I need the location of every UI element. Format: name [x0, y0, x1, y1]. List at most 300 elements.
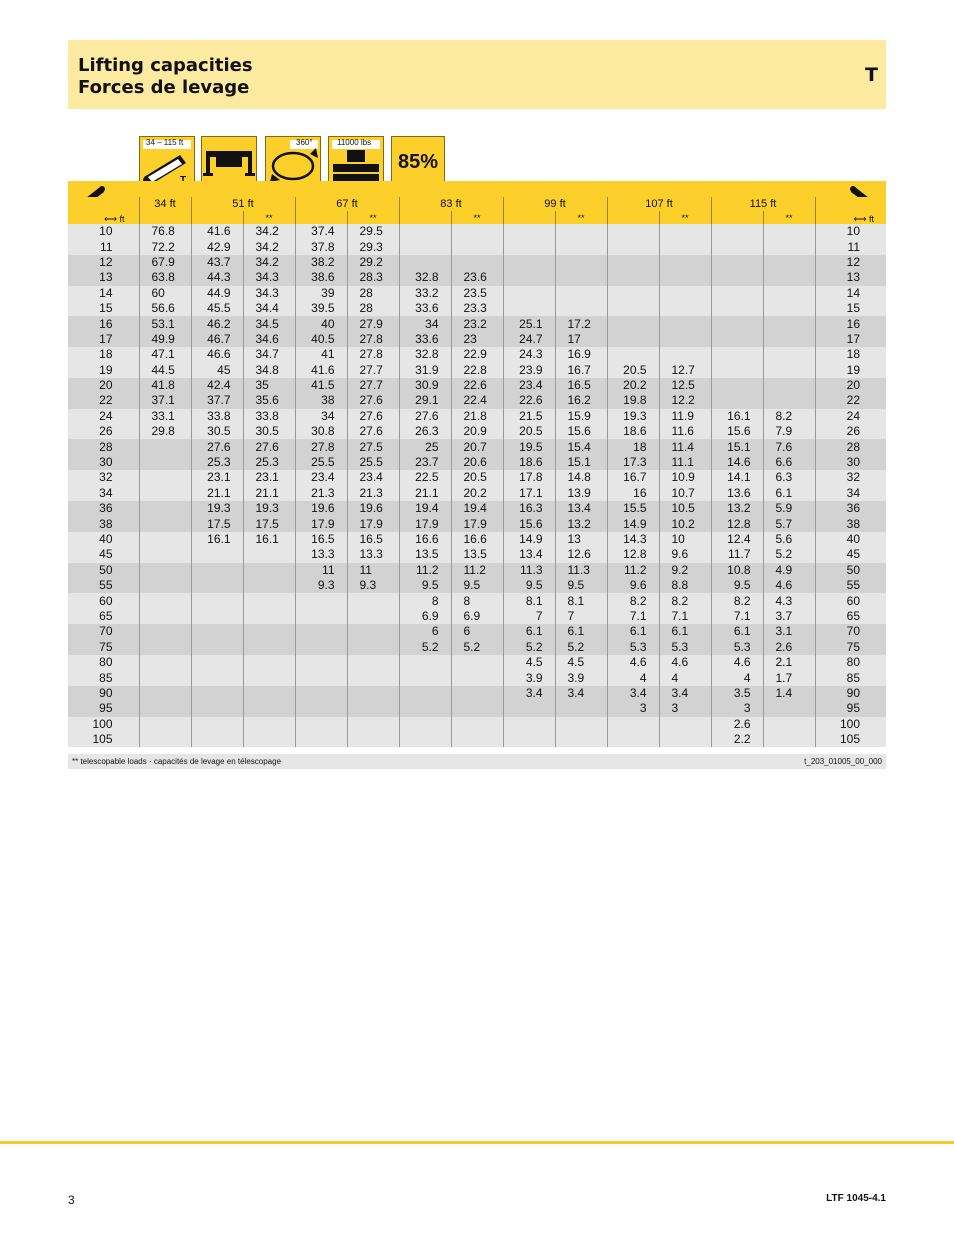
capacity-cell: 12.2: [659, 393, 711, 408]
capacity-cell: [659, 717, 711, 732]
capacity-cell: [711, 239, 763, 254]
capacity-cell: 17.5: [243, 516, 295, 531]
capacity-cell: 23.4: [503, 378, 555, 393]
capacity-cell: [711, 224, 763, 239]
capacity-cell: 20.7: [451, 439, 503, 454]
capacity-cell: 31.9: [399, 363, 451, 378]
radius-cell: 20: [815, 378, 886, 393]
capacity-cell: [607, 316, 659, 331]
table-row: [68, 286, 886, 301]
capacity-cell: 8.2: [763, 409, 815, 424]
capacity-cell: 34.2: [243, 224, 295, 239]
capacity-cell: 25.5: [295, 455, 347, 470]
radius-cell: 100: [68, 717, 139, 732]
capacity-cell: 27.7: [347, 378, 399, 393]
capacity-cell: [607, 717, 659, 732]
capacity-cell: 42.9: [191, 239, 243, 254]
capacity-cell: 19.4: [451, 501, 503, 516]
capacity-cell: [243, 624, 295, 639]
capacity-cell: 33.1: [139, 409, 191, 424]
capacity-cell: 6.3: [763, 470, 815, 485]
capacity-cell: 4.5: [503, 655, 555, 670]
capacity-cell: 5.2: [503, 640, 555, 655]
telescopable-mark-row: [68, 211, 886, 224]
capacity-cell: 3.4: [607, 686, 659, 701]
capacity-cell: 16.6: [451, 532, 503, 547]
capacity-cell: 30.9: [399, 378, 451, 393]
capacity-cell: 14.1: [711, 470, 763, 485]
mode-letter: T: [865, 64, 878, 86]
capacity-cell: 42.4: [191, 378, 243, 393]
radius-cell: 26: [815, 424, 886, 439]
capacity-cell: 34.8: [243, 363, 295, 378]
capacity-cell: 7: [503, 609, 555, 624]
capacity-cell: 46.7: [191, 332, 243, 347]
table-row: [68, 455, 886, 470]
radius-cell: 32: [68, 470, 139, 485]
capacity-cell: 27.6: [399, 409, 451, 424]
capacity-cell: [711, 347, 763, 362]
capacity-cell: 14.8: [555, 470, 607, 485]
capacity-cell: 4.6: [607, 655, 659, 670]
capacity-cell: [139, 686, 191, 701]
capacity-cell: [503, 286, 555, 301]
table-row: [68, 239, 886, 254]
table-row: [68, 624, 886, 639]
capacity-cell: 20.6: [451, 455, 503, 470]
capacity-cell: [243, 609, 295, 624]
capacity-cell: 67.9: [139, 255, 191, 270]
capacity-cell: 21.1: [243, 486, 295, 501]
capacity-cell: [659, 224, 711, 239]
radius-cell: 30: [815, 455, 886, 470]
capacity-cell: 6.9: [399, 609, 451, 624]
boom-length-51: 51 ft: [191, 197, 295, 211]
capacity-cell: 37.8: [295, 239, 347, 254]
capacity-cell: [607, 732, 659, 747]
table-row: [68, 701, 886, 716]
capacity-cell: 17.3: [607, 455, 659, 470]
capacity-cell: [139, 701, 191, 716]
radius-cell: 85: [68, 670, 139, 685]
capacity-cell: [139, 640, 191, 655]
capacity-cell: [503, 301, 555, 316]
capacity-cell: [139, 717, 191, 732]
radius-cell: 26: [68, 424, 139, 439]
capacity-cell: 21.3: [295, 486, 347, 501]
capacity-cell: 24.3: [503, 347, 555, 362]
capacity-cell: [659, 270, 711, 285]
telescopable-mark: **: [451, 211, 503, 224]
capacity-cell: [295, 624, 347, 639]
capacity-cell: 13.4: [503, 547, 555, 562]
capacity-cell: 27.6: [347, 409, 399, 424]
capacity-cell: [711, 363, 763, 378]
radius-cell: 20: [68, 378, 139, 393]
capacity-cell: 3.9: [503, 670, 555, 685]
capacity-cell: [191, 732, 243, 747]
radius-cell: 60: [815, 593, 886, 608]
capacity-cell: 23.7: [399, 455, 451, 470]
capacity-cell: [503, 717, 555, 732]
capacity-cell: 13.2: [711, 501, 763, 516]
capacity-cell: 11.1: [659, 455, 711, 470]
capacity-cell: [763, 701, 815, 716]
radius-cell: 90: [68, 686, 139, 701]
capacity-cell: 60: [139, 286, 191, 301]
outrigger-support-icon: [202, 137, 256, 186]
capacity-cell: 41: [295, 347, 347, 362]
capacity-cell: 33.8: [243, 409, 295, 424]
capacity-cell: 27.8: [295, 439, 347, 454]
table-row: [68, 516, 886, 531]
capacity-cell: [243, 563, 295, 578]
capacity-cell: [139, 624, 191, 639]
capacity-cell: [659, 332, 711, 347]
capacity-cell: 20.2: [451, 486, 503, 501]
capacity-cell: [295, 640, 347, 655]
capacity-cell: [243, 547, 295, 562]
capacity-cell: [347, 686, 399, 701]
capacity-cell: 8.1: [503, 593, 555, 608]
capacity-cell: [399, 686, 451, 701]
capacity-cell: [607, 270, 659, 285]
capacity-cell: [191, 547, 243, 562]
capacity-cell: [347, 593, 399, 608]
capacity-cell: 17: [555, 332, 607, 347]
capacity-cell: 27.9: [347, 316, 399, 331]
capacity-cell: 29.5: [347, 224, 399, 239]
capacity-cell: 10.7: [659, 486, 711, 501]
capacity-cell: 16.1: [711, 409, 763, 424]
radius-cell: 24: [68, 409, 139, 424]
capacity-cell: 7.1: [711, 609, 763, 624]
table-row: [68, 393, 886, 408]
radius-cell: 80: [68, 655, 139, 670]
capacity-cell: 3: [711, 701, 763, 716]
radius-cell: 24: [815, 409, 886, 424]
table-row: [68, 686, 886, 701]
capacity-cell: 23.2: [451, 316, 503, 331]
capacity-cell: 32.8: [399, 347, 451, 362]
capacity-cell: 26.3: [399, 424, 451, 439]
capacity-cell: [763, 316, 815, 331]
capacity-cell: 41.5: [295, 378, 347, 393]
radius-cell: 10: [68, 224, 139, 239]
capacity-cell: [451, 701, 503, 716]
capacity-cell: [191, 578, 243, 593]
capacity-cell: 19.5: [503, 439, 555, 454]
radius-cell: 19: [815, 363, 886, 378]
table-row: [68, 578, 886, 593]
capacity-cell: 19.3: [191, 501, 243, 516]
footer-rule: [0, 1141, 954, 1144]
capacity-cell: 41.6: [295, 363, 347, 378]
capacity-cell: [139, 501, 191, 516]
capacity-cell: 15.6: [503, 516, 555, 531]
table-row: [68, 532, 886, 547]
radius-cell: 100: [815, 717, 886, 732]
capacity-cell: 29.1: [399, 393, 451, 408]
capacity-cell: [191, 670, 243, 685]
capacity-cell: 18: [607, 439, 659, 454]
capacity-cell: [555, 270, 607, 285]
stability-percent: 85%: [398, 151, 439, 173]
radius-cell: 18: [815, 347, 886, 362]
capacity-cell: [295, 686, 347, 701]
capacity-cell: [347, 670, 399, 685]
capacity-cell: 25.5: [347, 455, 399, 470]
capacity-cell: 16.6: [399, 532, 451, 547]
table-row: [68, 316, 886, 331]
capacity-cell: 21.1: [191, 486, 243, 501]
capacity-cell: 72.2: [139, 239, 191, 254]
table-row: [68, 255, 886, 270]
capacity-cell: 41.6: [191, 224, 243, 239]
capacity-cell: [295, 701, 347, 716]
capacity-cell: 21.3: [347, 486, 399, 501]
table-row: [68, 670, 886, 685]
capacity-cell: [607, 332, 659, 347]
radius-cell: 18: [68, 347, 139, 362]
capacity-cell: 43.7: [191, 255, 243, 270]
radius-cell: 10: [815, 224, 886, 239]
capacity-cell: 11.3: [555, 563, 607, 578]
radius-cell: 17: [68, 332, 139, 347]
capacity-cell: 7.1: [607, 609, 659, 624]
capacity-cell: 20.5: [503, 424, 555, 439]
table-code: t_203_01005_00_000: [804, 757, 882, 766]
capacity-cell: 23.4: [347, 470, 399, 485]
capacity-cell: [607, 286, 659, 301]
table-row: [68, 732, 886, 747]
capacity-cell: [659, 732, 711, 747]
capacity-cell: 17.9: [347, 516, 399, 531]
capacity-cell: 16: [607, 486, 659, 501]
boom-length-header-row: [68, 197, 886, 211]
table-top-band: [68, 181, 886, 197]
capacity-cell: 13.5: [451, 547, 503, 562]
capacity-cell: 16.7: [607, 470, 659, 485]
capacity-cell: 6: [451, 624, 503, 639]
capacity-cell: 17.9: [451, 516, 503, 531]
capacity-cell: 25.3: [191, 455, 243, 470]
capacity-cell: 16.5: [347, 532, 399, 547]
capacity-cell: 21.5: [503, 409, 555, 424]
capacity-cell: 40.5: [295, 332, 347, 347]
capacity-cell: 15.6: [711, 424, 763, 439]
capacity-cell: 28: [347, 286, 399, 301]
capacity-cell: 34.2: [243, 239, 295, 254]
capacity-cell: 17.2: [555, 316, 607, 331]
capacity-cell: 37.1: [139, 393, 191, 408]
capacity-cell: [399, 239, 451, 254]
capacity-cell: 11.7: [711, 547, 763, 562]
capacity-cell: 27.5: [347, 439, 399, 454]
capacity-cell: [139, 532, 191, 547]
capacity-cell: 2.1: [763, 655, 815, 670]
capacity-cell: 34: [399, 316, 451, 331]
capacity-cell: [763, 255, 815, 270]
capacity-cell: 12.4: [711, 532, 763, 547]
capacity-cell: 16.5: [295, 532, 347, 547]
capacity-cell: 23.4: [295, 470, 347, 485]
capacity-cell: [139, 578, 191, 593]
capacity-cell: 49.9: [139, 332, 191, 347]
capacity-cell: 13.4: [555, 501, 607, 516]
capacity-cell: 9.5: [399, 578, 451, 593]
table-row: [68, 486, 886, 501]
capacity-cell: 11: [347, 563, 399, 578]
table-row: [68, 347, 886, 362]
radius-cell: 13: [68, 270, 139, 285]
capacity-cell: [191, 717, 243, 732]
capacity-cell: [503, 255, 555, 270]
table-row: [68, 547, 886, 562]
telescopable-mark: **: [763, 211, 815, 224]
capacity-cell: [243, 578, 295, 593]
capacity-cell: 12.5: [659, 378, 711, 393]
radius-cell: 45: [815, 547, 886, 562]
capacity-cell: [763, 732, 815, 747]
radius-cell: 40: [815, 532, 886, 547]
capacity-cell: [399, 717, 451, 732]
capacity-cell: [295, 593, 347, 608]
capacity-cell: [555, 255, 607, 270]
capacity-cell: [347, 717, 399, 732]
capacity-cell: 8: [399, 593, 451, 608]
capacity-cell: [763, 270, 815, 285]
capacity-cell: 35: [243, 378, 295, 393]
radius-cell: 50: [815, 563, 886, 578]
telescopable-mark: **: [243, 211, 295, 224]
capacity-cell: 3.1: [763, 624, 815, 639]
capacity-cell: [191, 640, 243, 655]
radius-cell: 30: [68, 455, 139, 470]
capacity-cell: [347, 655, 399, 670]
capacity-cell: 44.3: [191, 270, 243, 285]
telescopable-mark: **: [659, 211, 711, 224]
capacity-cell: 23.1: [191, 470, 243, 485]
capacity-cell: [503, 224, 555, 239]
radius-cell: 12: [815, 255, 886, 270]
capacity-cell: 6: [399, 624, 451, 639]
capacity-cell: [555, 301, 607, 316]
radius-cell: 15: [815, 301, 886, 316]
radius-cell: 40: [68, 532, 139, 547]
capacity-cell: 17.9: [295, 516, 347, 531]
capacity-cell: 3.7: [763, 609, 815, 624]
capacity-cell: 10.2: [659, 516, 711, 531]
capacity-cell: [243, 593, 295, 608]
capacity-cell: 21.8: [451, 409, 503, 424]
capacity-cell: 4.5: [555, 655, 607, 670]
capacity-cell: 14.3: [607, 532, 659, 547]
capacity-cell: 9.5: [711, 578, 763, 593]
capacity-cell: [711, 332, 763, 347]
capacity-cell: 4.6: [659, 655, 711, 670]
capacity-cell: 11.3: [503, 563, 555, 578]
capacity-cell: 27.6: [347, 393, 399, 408]
capacity-cell: 46.6: [191, 347, 243, 362]
capacity-cell: [139, 439, 191, 454]
capacity-cell: [503, 701, 555, 716]
capacity-cell: [399, 255, 451, 270]
capacity-cell: 34.3: [243, 270, 295, 285]
capacity-cell: 34.3: [243, 286, 295, 301]
table-row: [68, 640, 886, 655]
capacity-cell: 22.9: [451, 347, 503, 362]
capacity-cell: 4.9: [763, 563, 815, 578]
capacity-cell: 7: [555, 609, 607, 624]
capacity-cell: 29.2: [347, 255, 399, 270]
capacity-cell: 10.5: [659, 501, 711, 516]
capacity-cell: 46.2: [191, 316, 243, 331]
capacity-cell: [763, 393, 815, 408]
radius-cell: 17: [815, 332, 886, 347]
capacity-cell: 4.6: [763, 578, 815, 593]
capacity-cell: [347, 701, 399, 716]
capacity-cell: 17.5: [191, 516, 243, 531]
counterweight-label: 11000 lbs: [337, 138, 372, 147]
capacity-cell: [451, 732, 503, 747]
capacity-cell: 6.1: [763, 486, 815, 501]
table-row: [68, 424, 886, 439]
capacity-cell: [399, 701, 451, 716]
capacity-cell: 13.6: [711, 486, 763, 501]
capacity-cell: 17.1: [503, 486, 555, 501]
capacity-cell: 19.3: [243, 501, 295, 516]
capacity-cell: 45: [191, 363, 243, 378]
capacity-cell: [607, 239, 659, 254]
capacity-cell: [139, 593, 191, 608]
title-band: [68, 40, 886, 109]
capacity-cell: 38: [295, 393, 347, 408]
capacity-cell: 27.6: [243, 439, 295, 454]
capacity-cell: 13: [555, 532, 607, 547]
capacity-cell: [451, 239, 503, 254]
radius-cell: 38: [68, 516, 139, 531]
telescopable-mark: **: [347, 211, 399, 224]
radius-cell: 38: [815, 516, 886, 531]
capacity-cell: 12.8: [711, 516, 763, 531]
capacity-cell: 22.8: [451, 363, 503, 378]
capacity-cell: 33.8: [191, 409, 243, 424]
capacity-cell: [139, 732, 191, 747]
capacity-cell: [191, 609, 243, 624]
capacity-cell: [139, 670, 191, 685]
radius-unit-left: ⟷ ft: [68, 197, 139, 224]
capacity-cell: 11.4: [659, 439, 711, 454]
footnote-text: ** telescopable loads · capacités de levage en télescopage: [72, 757, 282, 766]
capacity-cell: [763, 301, 815, 316]
radius-cell: 28: [815, 439, 886, 454]
boom-length-115: 115 ft: [711, 197, 815, 211]
table-row: [68, 655, 886, 670]
capacity-cell: [191, 686, 243, 701]
capacity-cell: 6.1: [607, 624, 659, 639]
capacity-cell: 25.1: [503, 316, 555, 331]
capacity-cell: [659, 316, 711, 331]
capacity-cell: 19.6: [295, 501, 347, 516]
capacity-cell: 12.8: [607, 547, 659, 562]
capacity-cell: 4.6: [711, 655, 763, 670]
radius-cell: 32: [815, 470, 886, 485]
capacity-cell: 34.7: [243, 347, 295, 362]
capacity-cell: [555, 224, 607, 239]
capacity-cell: 5.2: [555, 640, 607, 655]
capacity-cell: [451, 255, 503, 270]
